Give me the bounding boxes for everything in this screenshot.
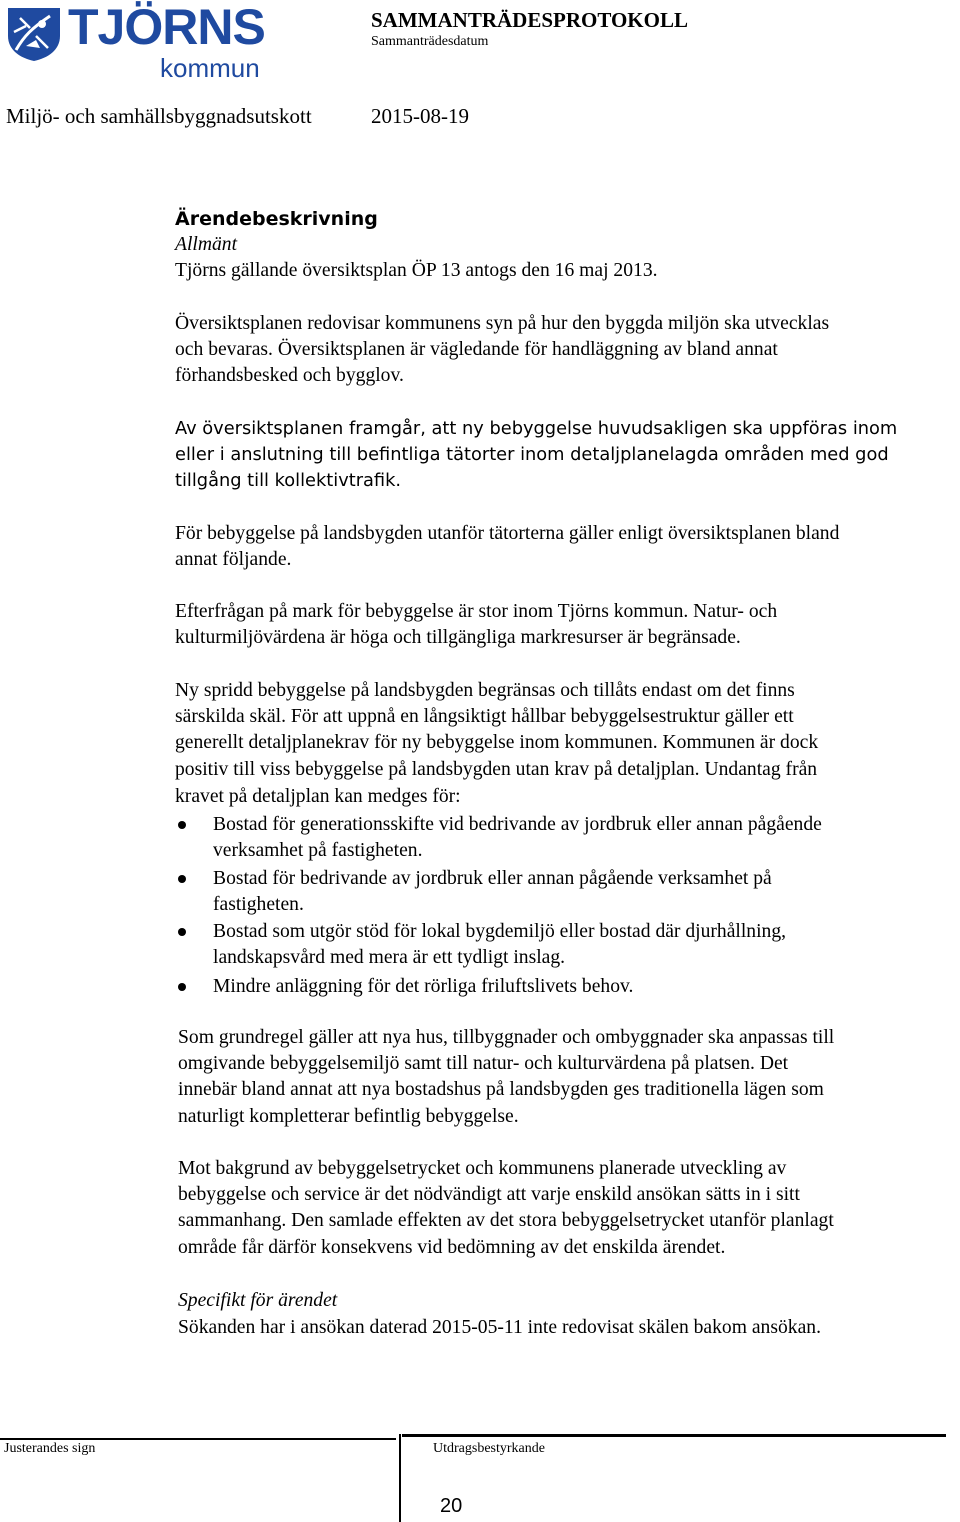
subheading-specific: Specifikt för ärendet bbox=[178, 1290, 338, 1311]
logo-kommun: kommun bbox=[160, 53, 260, 83]
logo-name: TJÖRNS bbox=[68, 0, 265, 55]
paragraph-line: eller i anslutning till befintliga tätorter inom detaljplanelagda områden med god bbox=[175, 444, 889, 465]
list-item: Bostad för generationsskifte vid bedrivande av jordbruk eller annan pågående bbox=[213, 814, 822, 835]
protocol-subtitle: Sammanträdesdatum bbox=[371, 34, 489, 49]
footer-vertical-divider bbox=[399, 1434, 401, 1522]
section-heading: Ärendebeskrivning bbox=[175, 208, 378, 230]
paragraph-line: kulturmiljövärdena är höga och tillgängliga markresurser är begränsade. bbox=[175, 627, 741, 648]
committee-name: Miljö- och samhällsbyggnadsutskott bbox=[6, 104, 312, 128]
bullet-marker bbox=[178, 875, 186, 883]
paragraph-line: generellt detaljplanekrav för ny bebyggelse inom kommunen. Kommunen är dock bbox=[175, 732, 819, 753]
paragraph-line: naturligt kompletterar befintlig bebyggelse. bbox=[178, 1106, 519, 1127]
paragraph-line: bebyggelse och service är det nödvändigt att varje enskild ansökan sätts in i sitt bbox=[178, 1184, 800, 1205]
paragraph-line: Ny spridd bebyggelse på landsbygden begränsas och tillåts endast om det finns bbox=[175, 680, 795, 701]
paragraph-line: innebär bland annat att nya bostadshus på landsbygden ges traditionella lägen som bbox=[178, 1079, 824, 1100]
paragraph-line: och bevaras. Översiktsplanen är vägledande för handläggning av bland annat bbox=[175, 339, 778, 360]
paragraph-line: Efterfrågan på mark för bebyggelse är stor inom Tjörns kommun. Natur- och bbox=[175, 601, 778, 622]
protocol-title: SAMMANTRÄDESPROTOKOLL bbox=[371, 8, 688, 32]
subheading-general: Allmänt bbox=[175, 234, 238, 255]
paragraph-line: tillgång till kollektivtrafik. bbox=[175, 470, 402, 491]
paragraph-line: Av översiktsplanen framgår, att ny bebyggelse huvudsakligen ska uppföras inom bbox=[175, 418, 898, 439]
paragraph-line: sammanhang. Den samlade effekten av det stora bebyggelsetrycket utanför planlagt bbox=[178, 1210, 834, 1231]
signature-label: Justerandes sign bbox=[4, 1441, 96, 1456]
list-item-continuation: verksamhet på fastigheten. bbox=[213, 840, 423, 861]
paragraph-line: Som grundregel gäller att nya hus, tillbyggnader och ombyggnader ska anpassas till bbox=[178, 1027, 835, 1048]
bullet-marker bbox=[178, 983, 186, 991]
paragraph-line: kravet på detaljplan kan medges för: bbox=[175, 786, 461, 807]
page-number: 20 bbox=[440, 1495, 463, 1517]
certification-label: Utdragsbestyrkande bbox=[433, 1441, 545, 1456]
bullet-marker bbox=[178, 821, 186, 829]
paragraph-line: Sökanden har i ansökan daterad 2015-05-11 inte redovisat skälen bakom ansökan. bbox=[178, 1317, 821, 1338]
list-item: Bostad för bedrivande av jordbruk eller annan pågående verksamhet på bbox=[213, 868, 772, 889]
paragraph-line: omgivande bebyggelsemiljö samt till natur- och kulturvärdena på platsen. Det bbox=[178, 1053, 789, 1074]
list-item-continuation: landskapsvård med mera är ett tydligt inslag. bbox=[213, 947, 566, 968]
list-item-continuation: fastigheten. bbox=[213, 894, 304, 915]
paragraph-line: Översiktsplanen redovisar kommunens syn på hur den byggda miljön ska utvecklas bbox=[175, 313, 830, 334]
paragraph-line: förhandsbesked och bygglov. bbox=[175, 365, 404, 386]
paragraph-line: Mot bakgrund av bebyggelsetrycket och kommunens planerade utveckling av bbox=[178, 1158, 787, 1179]
footer-divider-right bbox=[402, 1434, 946, 1437]
bullet-marker bbox=[178, 928, 186, 936]
paragraph-line: område får därför konsekvens vid bedömning av det enskilda ärendet. bbox=[178, 1237, 726, 1258]
paragraph-line: särskilda skäl. För att uppnå en långsiktigt hållbar bebyggelsestruktur gäller ett bbox=[175, 706, 794, 727]
list-item: Bostad som utgör stöd för lokal bygdemiljö eller bostad där djurhållning, bbox=[213, 921, 787, 942]
paragraph-line: För bebyggelse på landsbygden utanför tätorterna gäller enligt översiktsplanen bland bbox=[175, 523, 840, 544]
paragraph-line: Tjörns gällande översiktsplan ÖP 13 antogs den 16 maj 2013. bbox=[175, 260, 658, 281]
paragraph-line: positiv till viss bebyggelse på landsbygden utan krav på detaljplan. Undantag från bbox=[175, 759, 818, 780]
meeting-date: 2015-08-19 bbox=[371, 104, 469, 128]
list-item: Mindre anläggning för det rörliga friluftslivets behov. bbox=[213, 976, 634, 997]
municipality-crest-icon bbox=[6, 6, 62, 62]
paragraph-line: annat följande. bbox=[175, 549, 292, 570]
